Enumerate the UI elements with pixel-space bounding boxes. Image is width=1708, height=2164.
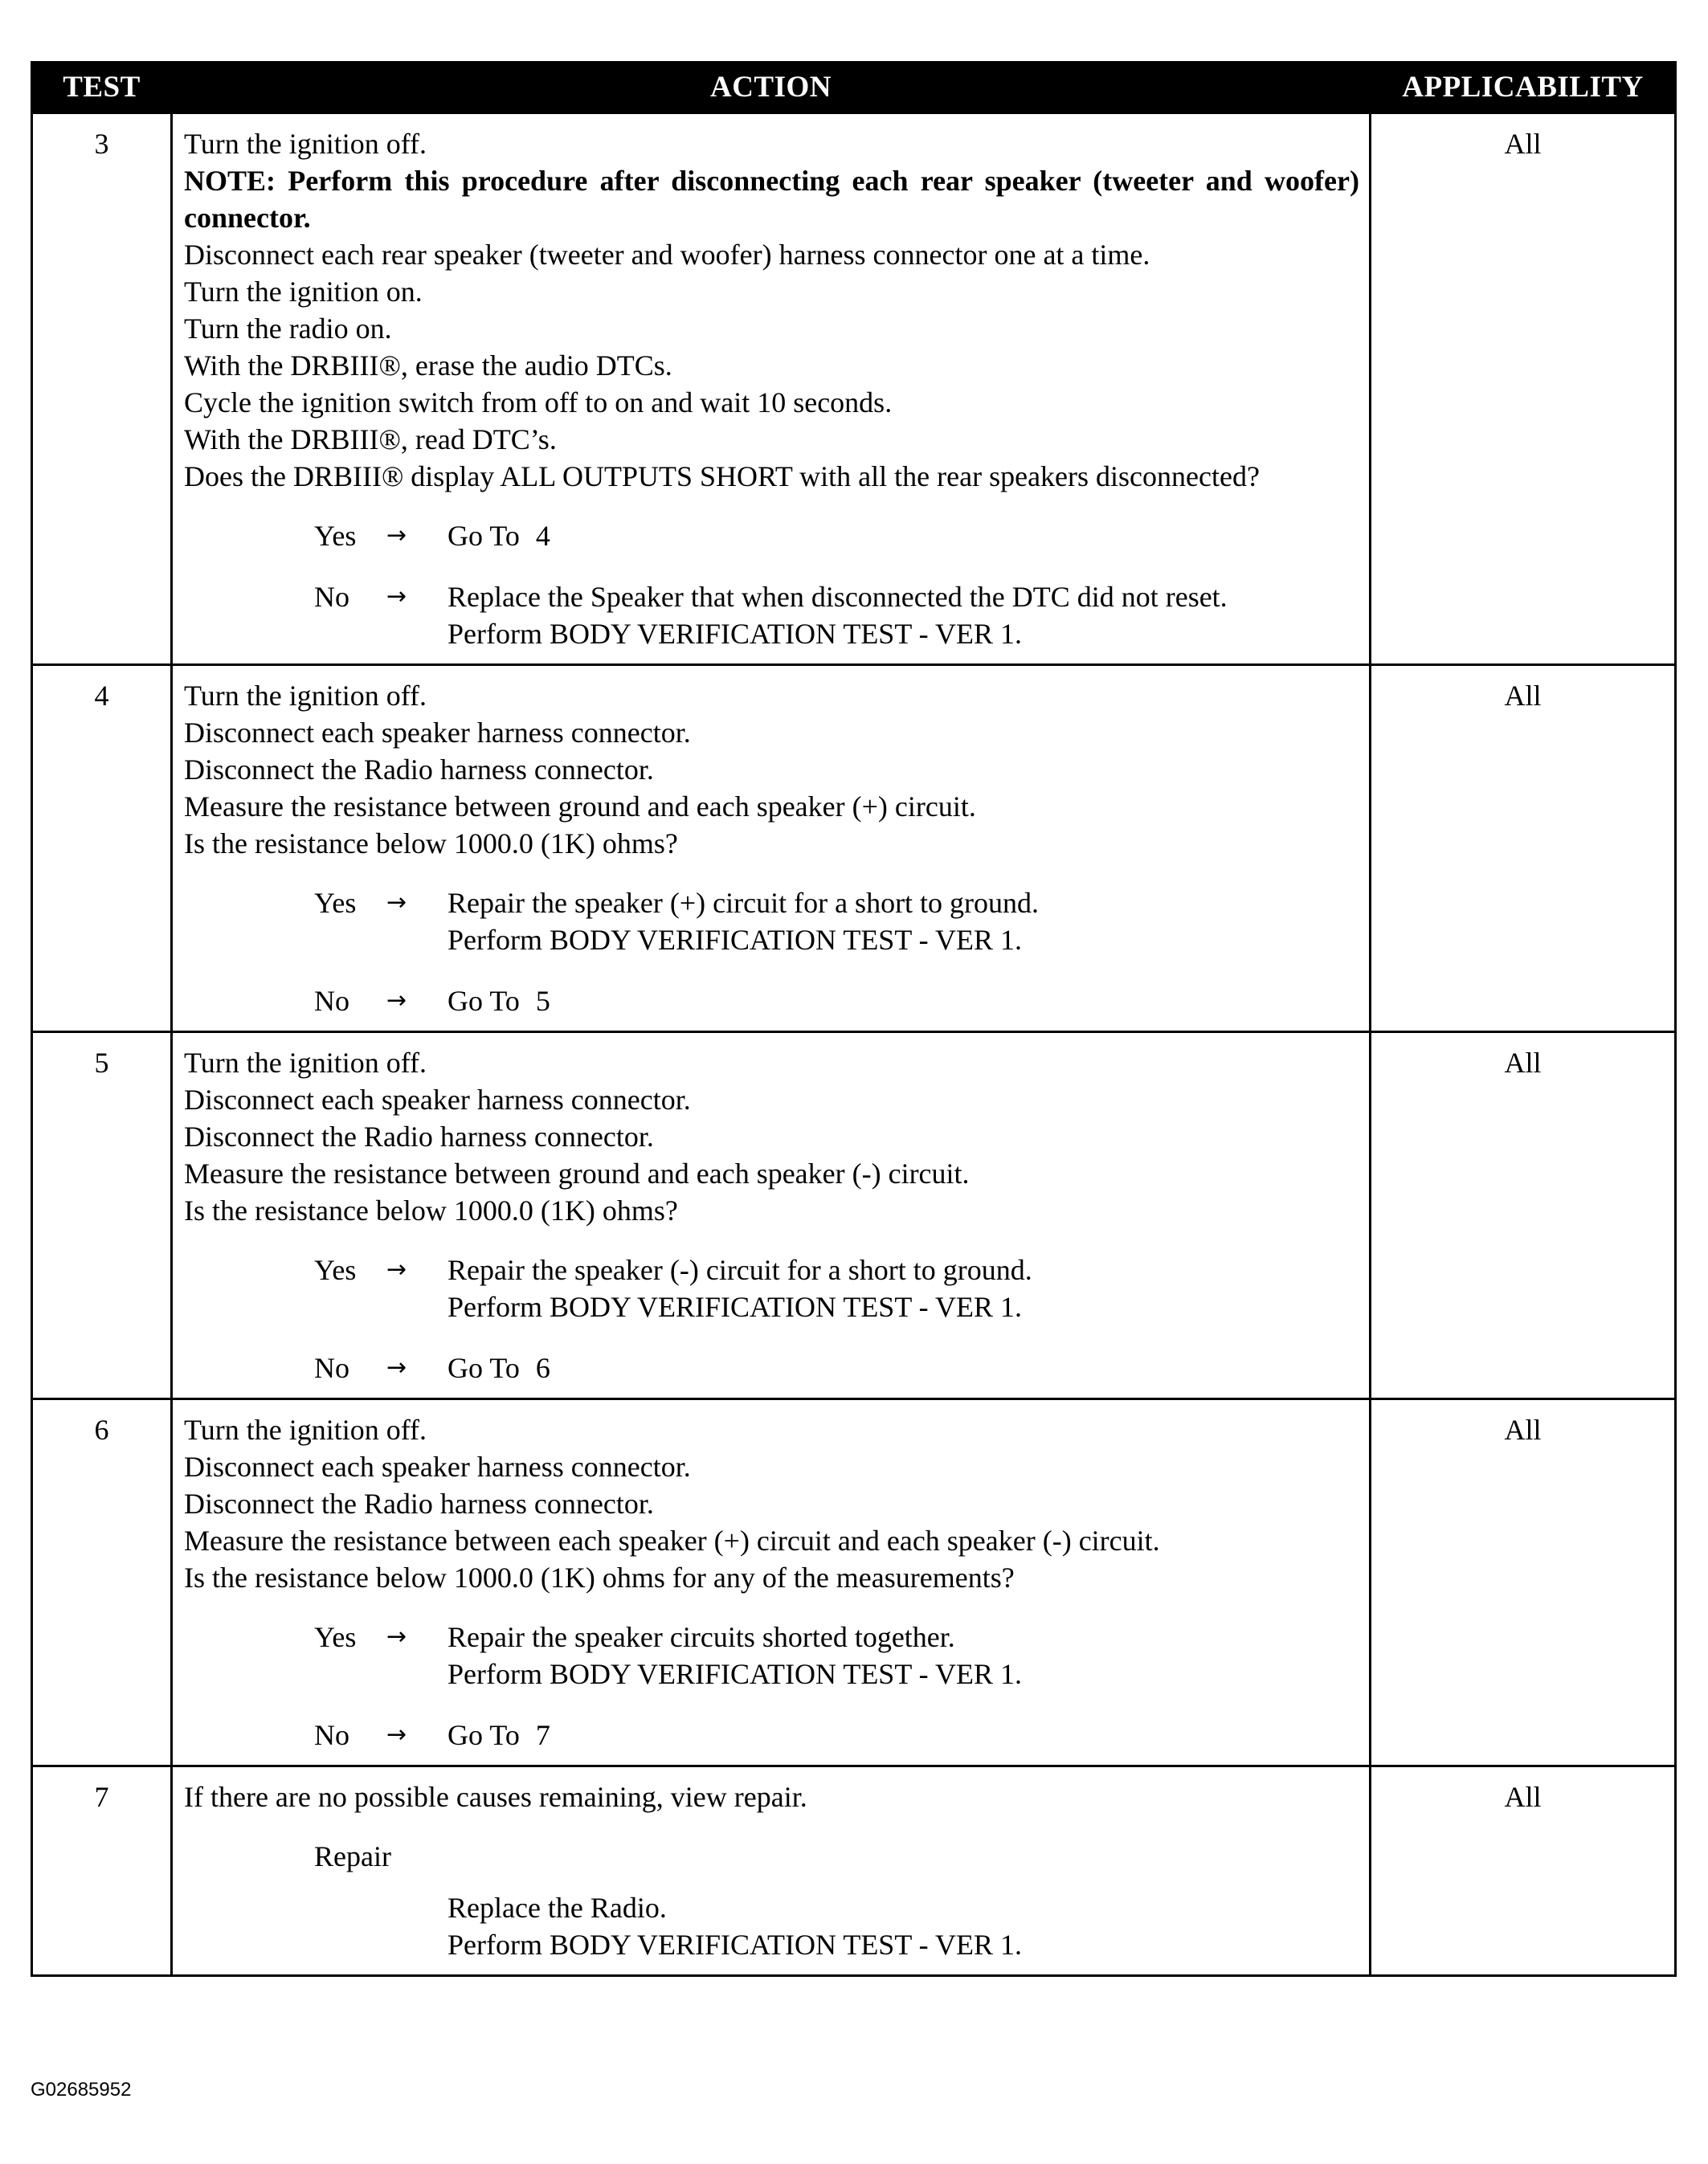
step-text: With the DRBIII®, read DTC’s. <box>184 423 557 455</box>
table-row <box>32 1766 1676 1976</box>
step-text: Disconnect the Radio harness connector. <box>184 1488 654 1520</box>
applicability-value: All <box>1371 1399 1676 1766</box>
yes-result <box>447 884 1359 958</box>
action-cell <box>172 113 1371 665</box>
step-text: Disconnect each rear speaker (tweeter and woofer) harness connector one at a time. <box>184 239 1150 271</box>
yes-label: Yes <box>314 520 357 552</box>
test-number: 4 <box>32 665 172 1032</box>
yes-branch <box>314 884 1359 958</box>
step-text: If there are no possible causes remaining, view repair. <box>184 1781 807 1813</box>
right-arrow-icon: → <box>386 1623 407 1651</box>
yes-result <box>447 1251 1359 1325</box>
result-text: Repair the speaker (-) circuit for a short to ground. <box>447 1254 1032 1286</box>
right-arrow-icon: → <box>386 521 407 549</box>
step-text: Disconnect each speaker harness connector. <box>184 717 691 749</box>
no-result <box>447 1349 1359 1386</box>
no-result <box>447 578 1359 652</box>
branch-list <box>184 884 1359 1019</box>
no-branch <box>314 982 1359 1019</box>
goto-number: 6 <box>535 1352 550 1384</box>
applicability-value: All <box>1371 665 1676 1032</box>
right-arrow-icon: → <box>386 986 407 1015</box>
yes-label: Yes <box>314 887 357 919</box>
question-text: Is the resistance below 1000.0 (1K) ohms? <box>184 1194 678 1227</box>
goto-number: 7 <box>535 1719 550 1751</box>
goto-text: Go To <box>447 1352 520 1384</box>
no-result <box>447 982 1359 1019</box>
result-text: Perform BODY VERIFICATION TEST - VER 1. <box>447 1929 1023 1961</box>
no-label: No <box>314 1352 349 1384</box>
header-action: ACTION <box>172 63 1371 113</box>
result-text: Perform BODY VERIFICATION TEST - VER 1. <box>447 618 1023 650</box>
test-number: 7 <box>32 1766 172 1976</box>
step-text: Disconnect each speaker harness connector. <box>184 1451 691 1483</box>
step-text: Turn the ignition on. <box>184 276 423 308</box>
goto-text: Go To <box>447 1719 520 1751</box>
no-label: No <box>314 1719 349 1751</box>
action-cell <box>172 1032 1371 1399</box>
goto-text: Go To <box>447 985 520 1017</box>
yes-branch <box>314 1251 1359 1325</box>
procedure-sheet <box>31 61 1674 1977</box>
step-text: Measure the resistance between ground and each speaker (+) circuit. <box>184 790 976 823</box>
goto-number: 5 <box>535 985 550 1017</box>
step-text: Turn the ignition off. <box>184 680 427 712</box>
no-label: No <box>314 581 349 613</box>
no-branch <box>314 1349 1359 1386</box>
yes-label: Yes <box>314 1254 357 1286</box>
result-text: Repair the speaker circuits shorted together. <box>447 1621 955 1653</box>
step-text: Turn the ignition off. <box>184 1414 427 1446</box>
step-text: Disconnect each speaker harness connector. <box>184 1084 691 1116</box>
goto-text: Go To <box>447 520 520 552</box>
step-text: Turn the ignition off. <box>184 128 427 160</box>
step-text: Turn the radio on. <box>184 312 392 345</box>
result-text: Replace the Speaker that when disconnected the DTC did not reset. <box>447 581 1228 613</box>
step-text: Cycle the ignition switch from off to on and wait 10 seconds. <box>184 386 893 419</box>
result-text: Perform BODY VERIFICATION TEST - VER 1. <box>447 1291 1023 1323</box>
step-text: Measure the resistance between ground and each speaker (-) circuit. <box>184 1158 970 1190</box>
applicability-value: All <box>1371 1766 1676 1976</box>
no-branch <box>314 578 1359 652</box>
result-text: Perform BODY VERIFICATION TEST - VER 1. <box>447 1658 1023 1690</box>
header-row <box>32 63 1676 113</box>
header-test: TEST <box>32 63 172 113</box>
branch-list <box>184 1251 1359 1386</box>
no-label: No <box>314 985 349 1017</box>
result-text: Perform BODY VERIFICATION TEST - VER 1. <box>447 924 1023 956</box>
action-cell <box>172 665 1371 1032</box>
test-number: 6 <box>32 1399 172 1766</box>
question-text: Does the DRBIII® display ALL OUTPUTS SHORT with all the rear speakers disconnected? <box>184 460 1260 492</box>
diagnostic-procedure-table <box>31 61 1677 1977</box>
action-cell <box>172 1766 1371 1976</box>
right-arrow-icon: → <box>386 888 407 917</box>
question-text: Is the resistance below 1000.0 (1K) ohms? <box>184 827 678 859</box>
table-row <box>32 1032 1676 1399</box>
table-row <box>32 665 1676 1032</box>
right-arrow-icon: → <box>386 1354 407 1382</box>
yes-label: Yes <box>314 1621 357 1653</box>
right-arrow-icon: → <box>386 1721 407 1749</box>
yes-result <box>447 1619 1359 1692</box>
table-row <box>32 1399 1676 1766</box>
right-arrow-icon: → <box>386 1256 407 1284</box>
branch-list <box>184 1619 1359 1754</box>
yes-result <box>447 517 1359 554</box>
yes-branch <box>314 1619 1359 1692</box>
step-text: Disconnect the Radio harness connector. <box>184 753 654 786</box>
branch-list <box>184 517 1359 652</box>
header-applicability: APPLICABILITY <box>1371 63 1676 113</box>
test-number: 5 <box>32 1032 172 1399</box>
no-result <box>447 1717 1359 1754</box>
result-text: Repair the speaker (+) circuit for a short to ground. <box>447 887 1040 919</box>
table-row <box>32 113 1676 665</box>
repair-instructions <box>447 1889 1359 1963</box>
result-text: Replace the Radio. <box>447 1892 667 1924</box>
step-text: Disconnect the Radio harness connector. <box>184 1121 654 1153</box>
test-number: 3 <box>32 113 172 665</box>
right-arrow-icon: → <box>386 582 407 610</box>
no-branch <box>314 1717 1359 1754</box>
applicability-value: All <box>1371 1032 1676 1399</box>
step-text: Measure the resistance between each speaker (+) circuit and each speaker (-) circuit. <box>184 1525 1160 1557</box>
figure-id: G02685952 <box>31 2079 132 2101</box>
applicability-value: All <box>1371 113 1676 665</box>
action-cell <box>172 1399 1371 1766</box>
step-text: With the DRBIII®, erase the audio DTCs. <box>184 349 672 382</box>
step-text: Turn the ignition off. <box>184 1047 427 1079</box>
repair-label: Repair <box>314 1840 391 1872</box>
question-text: Is the resistance below 1000.0 (1K) ohms for any of the measurements? <box>184 1562 1015 1594</box>
goto-number: 4 <box>535 520 550 552</box>
yes-branch <box>314 517 1359 554</box>
note-text: NOTE: Perform this procedure after disconnecting each rear speaker (tweeter and woofer) connector. <box>184 165 1359 234</box>
